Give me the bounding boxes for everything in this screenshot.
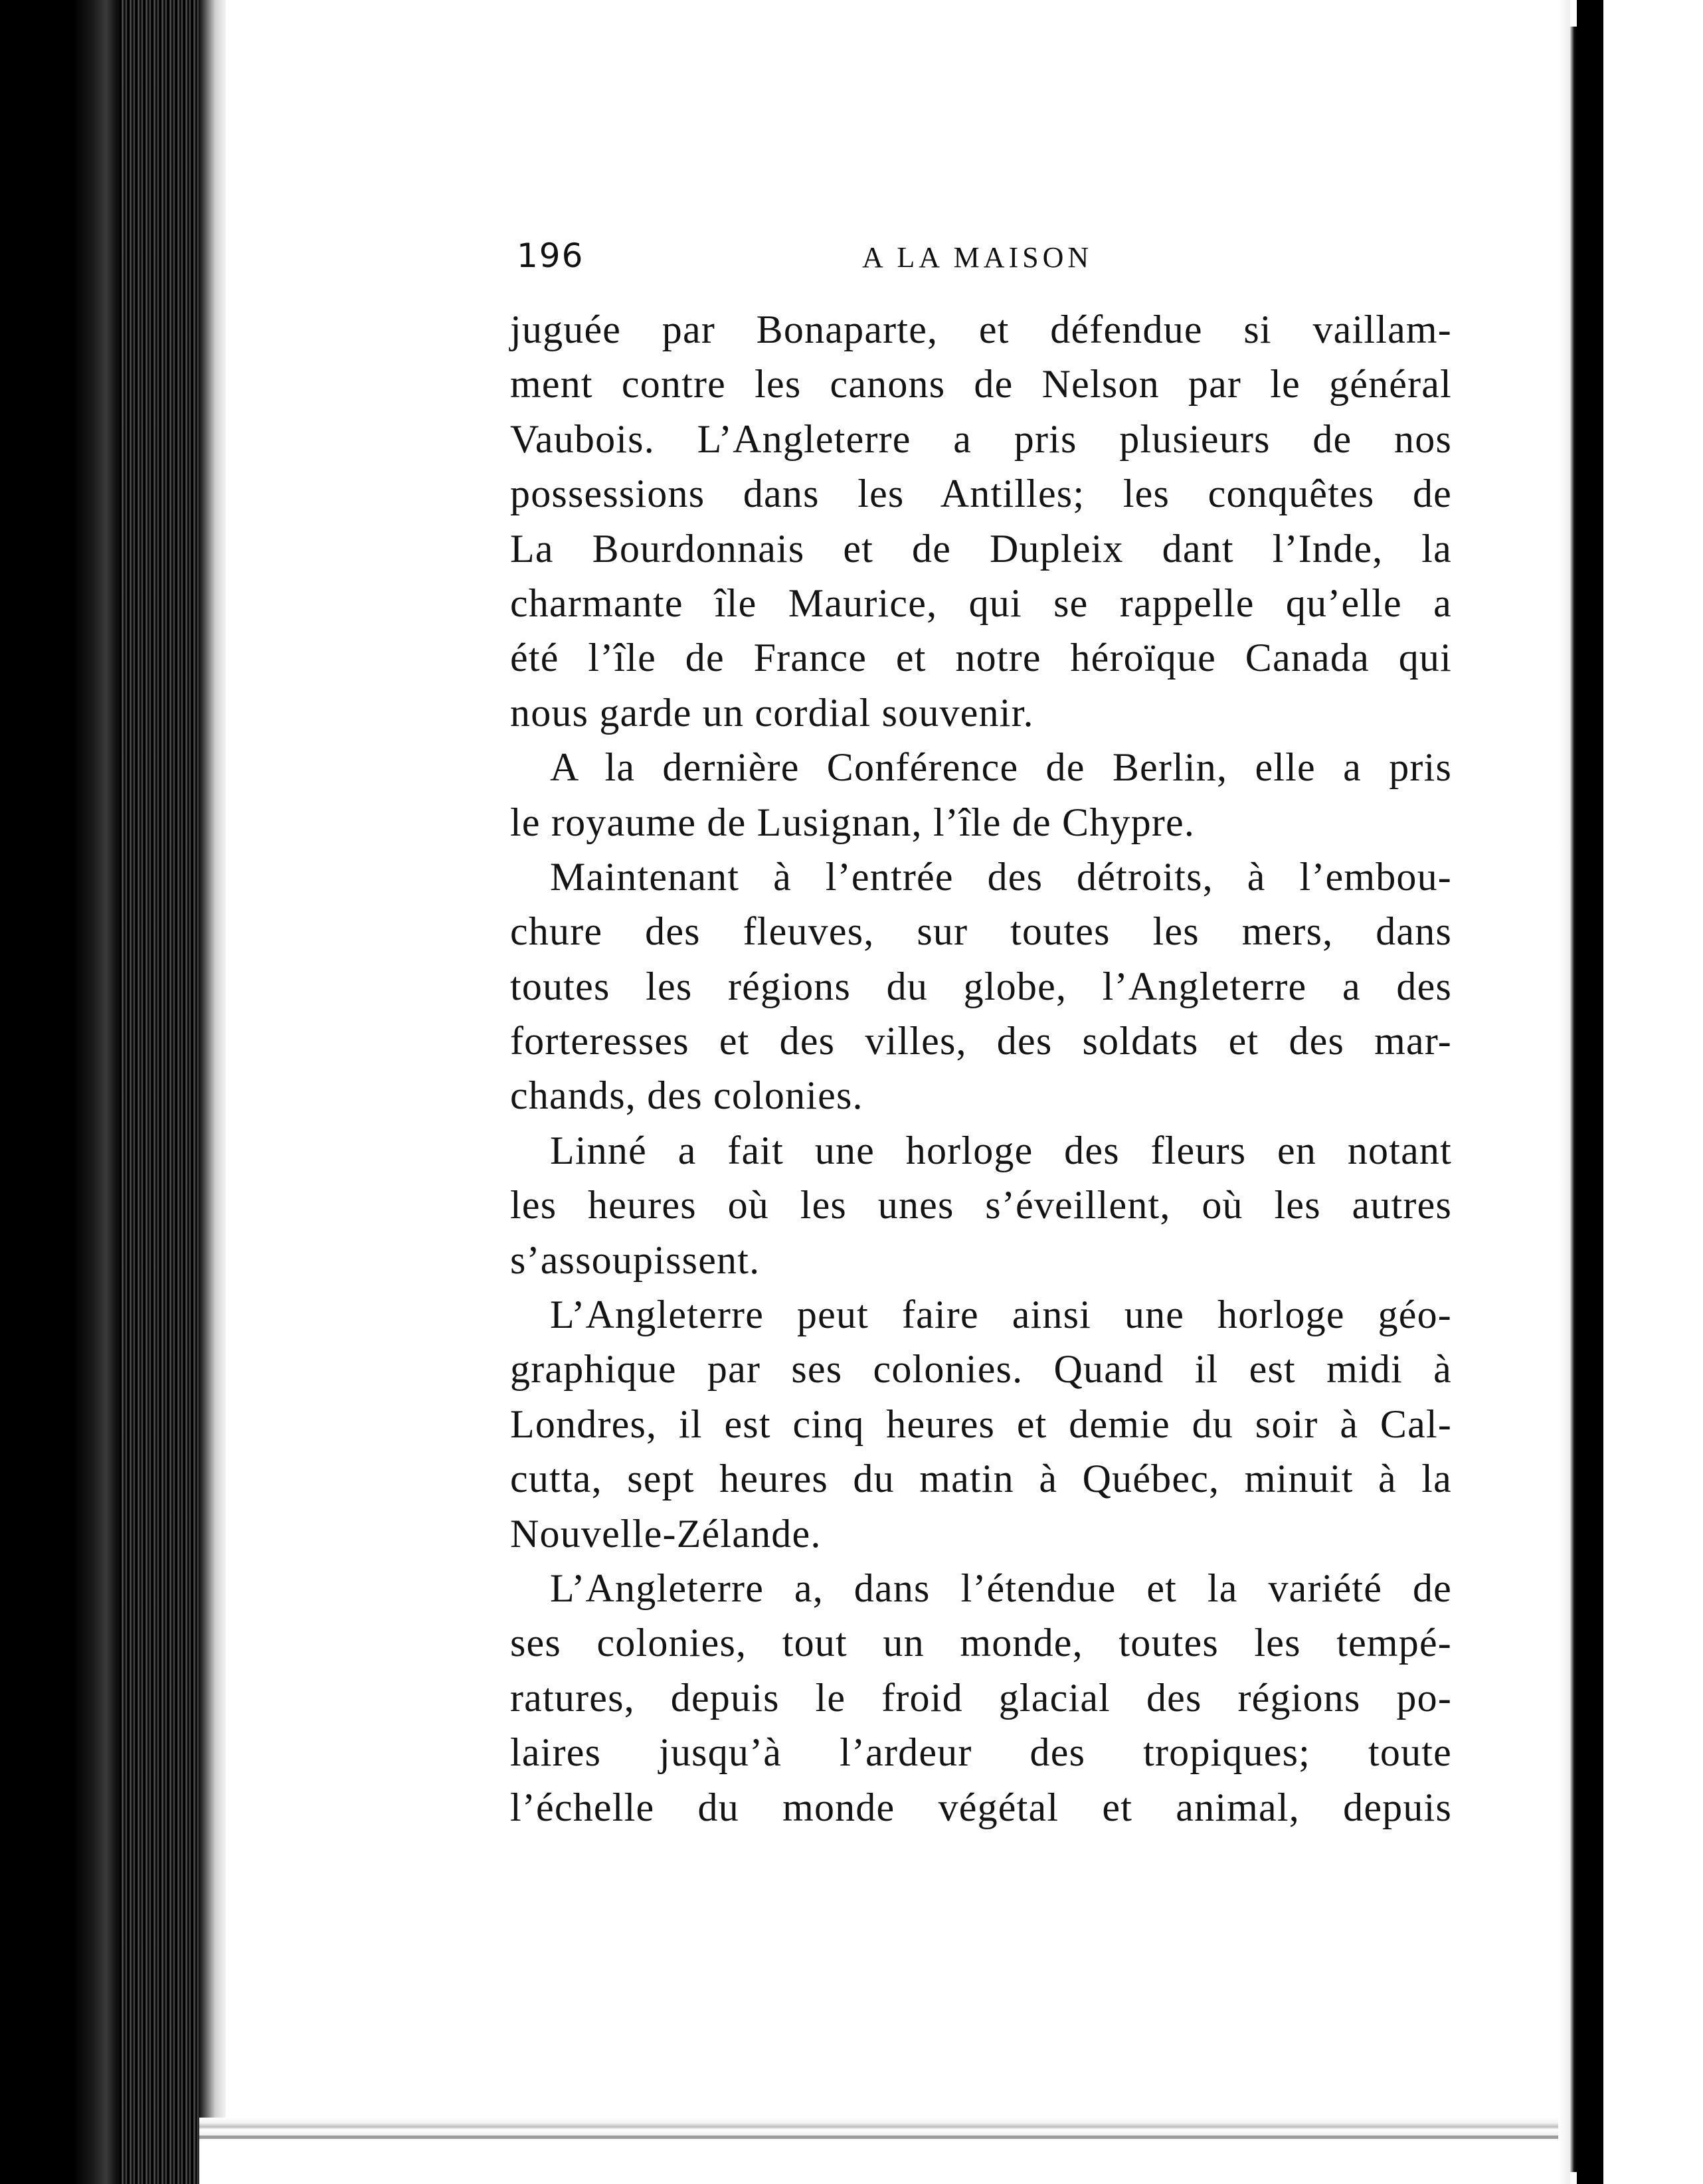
text-line: s’assoupissent.: [510, 1237, 761, 1282]
book-binding-edge: [0, 0, 126, 2184]
text-line: A la dernière Conférence de Berlin, elle a pris: [550, 745, 1452, 790]
text-line: charmante île Maurice, qui se rappelle qu’elle a: [510, 581, 1452, 625]
body-text: [510, 302, 1452, 1835]
text-line: l’échelle du monde végétal et animal, depuis: [510, 1785, 1452, 1829]
text-line: été l’île de France et notre héroïque Canada qui: [510, 636, 1452, 680]
page-stack-shadow: [199, 0, 226, 2184]
text-line: chands, des colonies.: [510, 1073, 863, 1118]
text-line: Maintenant à l’entrée des détroits, à l’embou-: [550, 854, 1452, 899]
facing-page-sliver: [1603, 0, 1703, 2184]
text-line: le royaume de Lusignan, l’île de Chypre.: [510, 800, 1196, 844]
text-line: chure des fleuves, sur toutes les mers, dans: [510, 909, 1452, 954]
page-number: 196: [517, 236, 584, 275]
text-line: Vaubois. L’Angleterre a pris plusieurs de nos: [510, 416, 1452, 461]
text-line: Linné a fait une horloge des fleurs en notant: [550, 1128, 1452, 1172]
text-line: La Bourdonnais et de Dupleix dant l’Inde, la: [510, 526, 1452, 571]
text-line: Nouvelle-Zélande.: [510, 1511, 822, 1556]
text-line: les heures où les unes s’éveillent, où les autres: [510, 1183, 1452, 1228]
text-line: Londres, il est cinq heures et demie du soir à Cal-: [510, 1402, 1452, 1446]
page-header: [517, 236, 1455, 283]
right-page-margin: [1558, 0, 1570, 2184]
text-line: forteresses et des villes, des soldats et des mar-: [510, 1019, 1452, 1063]
bottom-edge-line: [199, 2136, 1581, 2139]
text-line: L’Angleterre a, dans l’étendue et la variété de: [550, 1566, 1452, 1610]
text-line: ment contre les canons de Nelson par le général: [510, 362, 1452, 407]
text-line: ratures, depuis le froid glacial des régions po-: [510, 1675, 1452, 1720]
text-line: cutta, sept heures du matin à Québec, minuit à la: [510, 1457, 1452, 1501]
text-line: ses colonies, tout un monde, toutes les tempé-: [510, 1621, 1452, 1665]
text-line: graphique par ses colonies. Quand il est midi à: [510, 1347, 1452, 1392]
text-line: L’Angleterre peut faire ainsi une horloge géo-: [550, 1293, 1452, 1337]
right-page-edge: [1570, 27, 1577, 2172]
text-line: nous garde un cordial souvenir.: [510, 690, 1034, 735]
page-stack-edges: [120, 0, 213, 2184]
text-line: toutes les régions du globe, l’Angleterre a des: [510, 964, 1452, 1008]
text-line: possessions dans les Antilles; les conquêtes de: [510, 472, 1452, 516]
running-head: A LA MAISON: [862, 241, 1093, 274]
bottom-page-edges: [199, 2118, 1581, 2184]
text-line: laires jusqu’à l’ardeur des tropiques; toute: [510, 1730, 1452, 1775]
text-line: juguée par Bonaparte, et défendue si vaillam-: [510, 308, 1452, 351]
